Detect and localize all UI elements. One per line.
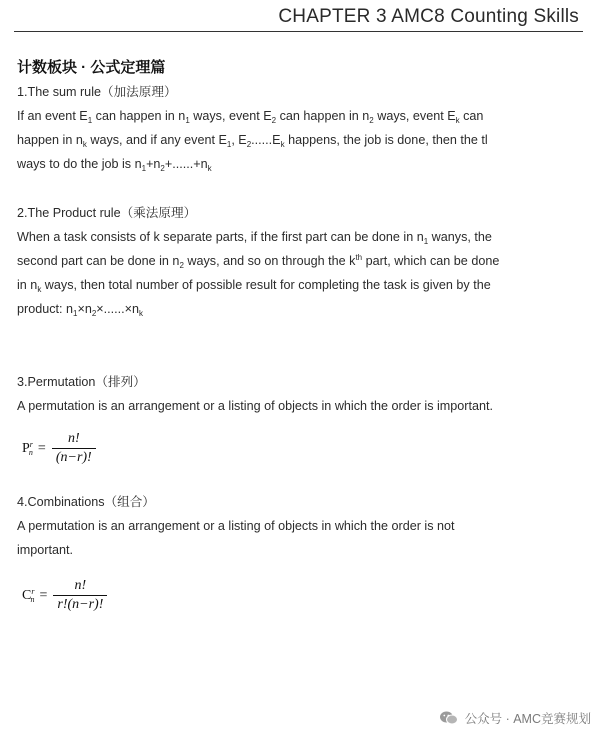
formula-symbol: $C^r_n$ [22,586,35,604]
product-rule-line-4: product: $n_1\times n_2\times......\times n_k$ [17,302,143,318]
chapter-header: CHAPTER 3 AMC8 Counting Skills [278,6,579,27]
footer-text: 公众号 · AMC竞赛规划 [464,712,591,726]
combinations-line-2: important. [17,543,73,557]
product-rule-section [17,201,558,321]
product-rule-line-1: When a task consists of k separate parts, if the first part can be done in $n_1$ wanys, the [17,230,492,246]
section-title: 计数板块 · 公式定理篇 [17,59,166,76]
sum-rule-heading: 1.The sum rule（加法原理） [17,85,177,99]
combinations-section [17,490,558,562]
wechat-icon [439,710,459,726]
header-divider [14,31,583,32]
permutation-text: A permutation is an arrangement or a listing of objects in which the order is important. [17,399,494,413]
formula-denominator: (n−r)! [52,448,96,466]
sum-rule-line-1: If an event $E_1$ can happen in $n_1$ ways, event $E_2$ can happen in $n_2$ ways, event $E_k$ can [17,109,484,125]
formula-numerator: n! [67,431,80,446]
sum-rule-line-2: happen in $n_k$ ways, and if any event $E_1$, $E_2......E_k$ happens, the job is done, then the tl [17,133,488,149]
formula-numerator: n! [74,578,87,593]
formula-symbol: $P^r_n$ [22,439,33,457]
permutation-section [17,370,558,418]
formula-denominator: r!(n−r)! [53,595,107,613]
footer-watermark [439,709,591,727]
sum-rule-line-3: ways to do the job is $n_1+n_2+......+n_k$ [17,157,212,173]
product-rule-line-3: in $n_k$ ways, then total number of possible result for completing the task is given by the [17,278,491,294]
permutation-heading: 3.Permutation（排列） [17,375,146,389]
combinations-line-1: A permutation is an arrangement or a listing of objects in which the order is not [17,519,455,533]
formula-fraction [53,578,107,613]
combinations-formula: $C^r_n$ = $\frac{n!}{r!(n-r)!}$ [22,578,107,613]
formula-fraction [52,431,96,466]
permutation-formula: $P^r_n$ = $\frac{n!}{(n-r)!}$ [22,431,96,466]
combinations-heading: 4.Combinations（组合） [17,495,155,509]
product-rule-line-2: second part can be done in $n_2$ ways, and so on through the $k^{th}$ part, which can be done [17,253,500,270]
product-rule-heading: 2.The Product rule（乘法原理） [17,206,197,220]
sum-rule-section [17,80,558,176]
